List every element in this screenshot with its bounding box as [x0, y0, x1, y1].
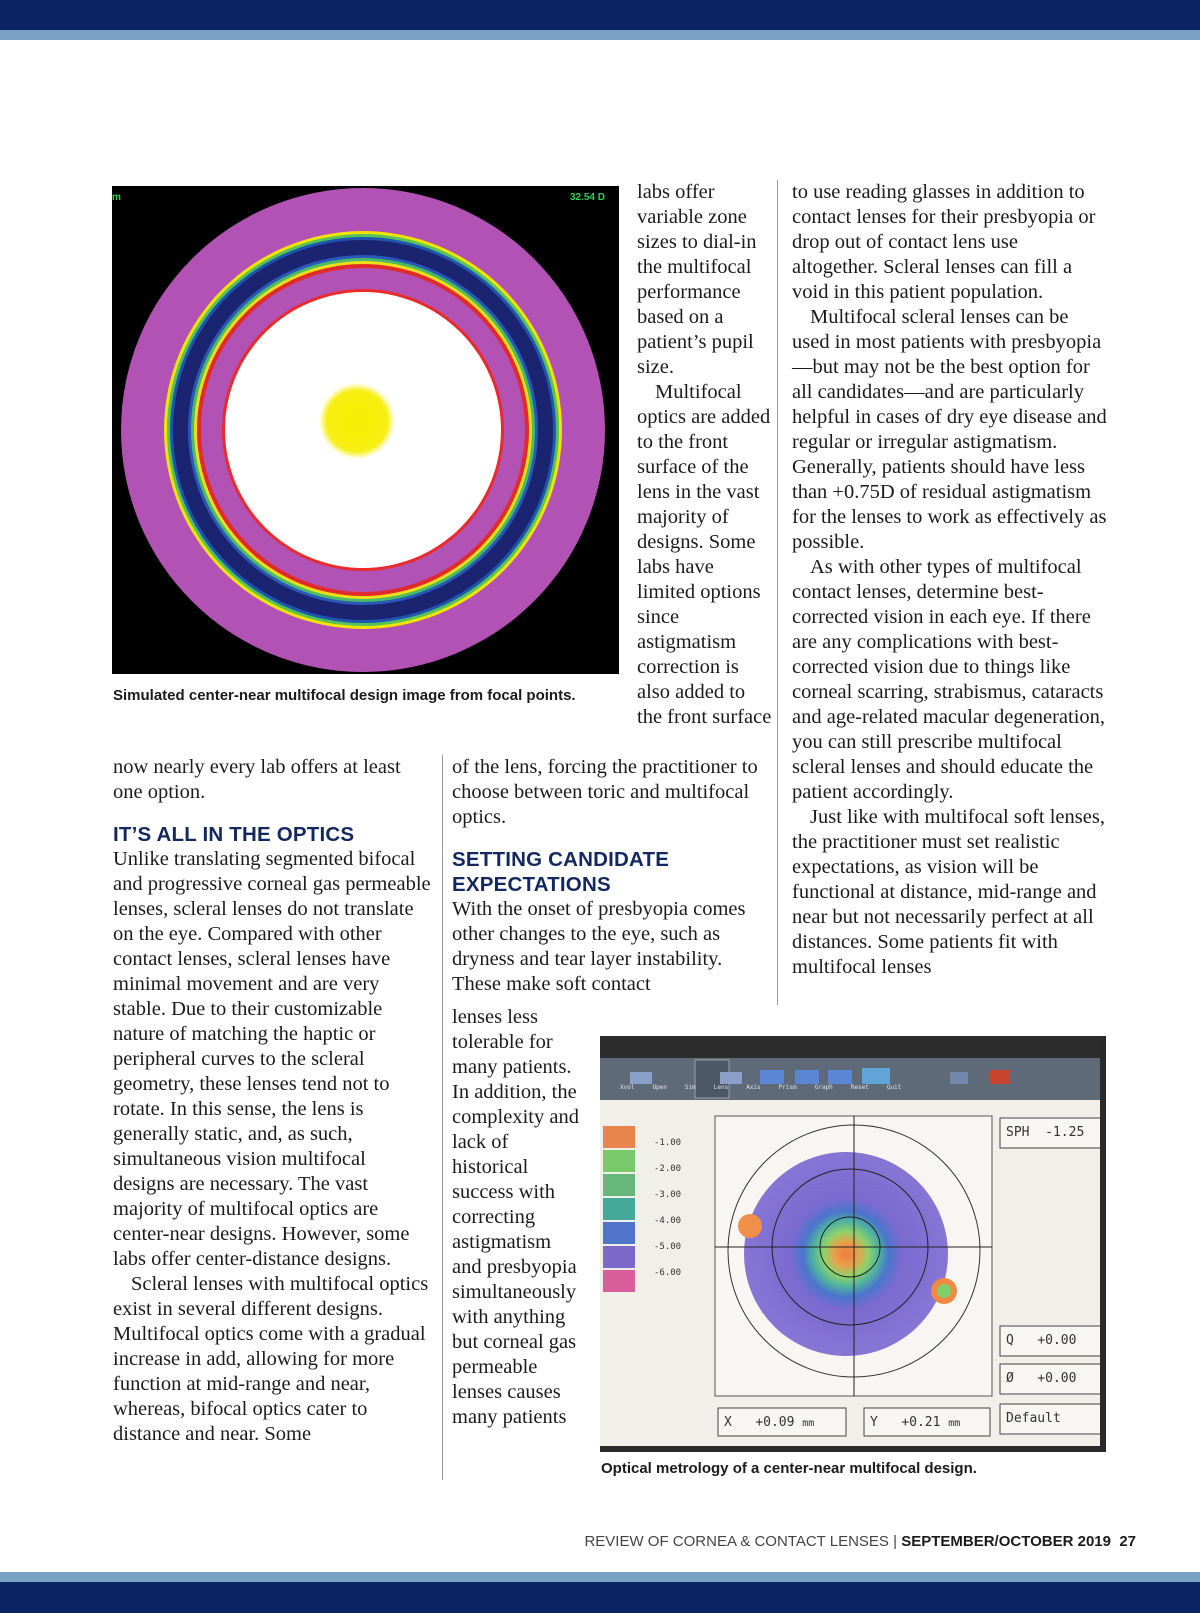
paragraph: now nearly every lab offers at least one option. [113, 756, 401, 803]
paragraph: Multifocal scleral lenses can be used in most patients with presbyopia—but may not be the best option for all candidates—and are particularly helpful in cases of dry eye disease and regular or irregular astigmatism. Generally, patients should have less than +0.75D of residual astigmatism for the lenses to work as effectively as possible. [792, 306, 1107, 553]
scale-label: -2.00 [654, 1164, 682, 1174]
scale-label: -6.00 [654, 1268, 682, 1278]
toolbar-label: Reset [850, 1084, 869, 1091]
paragraph: labs offer variable zone sizes to dial-in the multifocal performance based on a patient’s pupil size. [637, 181, 757, 378]
paragraph: Just like with multifocal soft lenses, the practitioner must set realistic expectations, as vision will be functional at distance, mid-range and near but not necessarily perfect at all distances. Some patients fit with multifocal lenses [792, 806, 1105, 978]
figure-corner-label-left: m [112, 192, 121, 203]
scale-label: -5.00 [654, 1242, 682, 1252]
column-left [113, 755, 431, 1447]
column-rule [442, 755, 443, 1480]
x-value: +0.09 [755, 1415, 795, 1430]
page-footer [584, 1533, 1136, 1550]
q-value: +0.00 [1037, 1333, 1077, 1348]
toolbar-label: Prism [778, 1084, 797, 1091]
x-unit: mm [802, 1418, 815, 1429]
q-label: Q [1006, 1333, 1014, 1348]
section-heading-expectations: SETTING CANDIDATE EXPECTATIONS [452, 848, 670, 896]
toolbar-label: Axis [746, 1084, 761, 1091]
paragraph: to use reading glasses in addition to contact lenses for their presbyopia or drop out of contact lens use altogether. Scleral lenses can fill a void in this patient population. [792, 181, 1096, 303]
toolbar-label: Xvol [620, 1084, 635, 1091]
o-readout [1006, 1371, 1076, 1386]
multifocal-ring-graphic [112, 186, 619, 674]
x-readout [724, 1415, 814, 1430]
sph-readout [1006, 1125, 1084, 1140]
y-value: +0.21 [901, 1415, 941, 1430]
figure-simulated-multifocal [112, 186, 619, 674]
top-navy-band [0, 0, 1200, 30]
preset-label: Default [1006, 1411, 1061, 1426]
toolbar-label: Lens [713, 1084, 729, 1091]
paragraph: lenses less tolerable for many patients. In addition, the complexity and lack of historical success with correcting astigmatism and presbyopia simultaneously with anything but corneal gas permeable lenses causes many patients [452, 1006, 579, 1428]
column-middle-upper [637, 180, 775, 730]
toolbar-label: Open [652, 1084, 667, 1091]
figure-corner-label-right: 32.54 D [569, 192, 605, 203]
o-value: +0.00 [1037, 1371, 1077, 1386]
figure-optical-metrology [600, 1036, 1106, 1452]
bottom-navy-band [0, 1582, 1200, 1613]
x-label: X [724, 1415, 732, 1430]
figure1-caption: Simulated center-near multifocal design image from focal points. [113, 687, 576, 704]
top-light-band [0, 30, 1200, 40]
section-heading-optics: IT’S ALL IN THE OPTICS [113, 823, 355, 846]
scale-label: -1.00 [654, 1138, 682, 1148]
publication-name: REVIEW OF CORNEA & CONTACT LENSES [584, 1533, 889, 1550]
column-rule [777, 180, 778, 1005]
scale-labels [654, 1130, 681, 1286]
q-readout [1006, 1333, 1076, 1348]
column-middle-lower [452, 755, 772, 997]
sph-label: SPH [1006, 1125, 1030, 1140]
y-unit: mm [948, 1418, 961, 1429]
footer-separator: | [893, 1533, 898, 1550]
paragraph: Unlike translating segmented bifocal and progressive corneal gas permeable lenses, scleral lenses do not translate on the eye. Compared with other contact lenses, scleral lenses have minimal movement and are very stable. Due to their customizable nature of matching the haptic or peripheral curves to the scleral geometry, these lenses tend not to rotate. In this sense, the lens is generally static, and, as such, simultaneous vision multifocal designs are necessary. The vast majority of multifocal optics are center-near designs. However, some labs offer center-distance designs. [113, 848, 431, 1270]
column-middle-narrow [452, 1005, 584, 1430]
issue-date: SEPTEMBER/OCTOBER 2019 [901, 1533, 1111, 1550]
column-right [792, 180, 1108, 980]
paragraph: As with other types of multifocal contact lenses, determine best-corrected vision in each eye. If there are any complications with best-corrected vision due to things like corneal scarring, strabismus, cataracts and age-related macular degeneration, you can still prescribe multifocal scleral lenses and should educate the patient accordingly. [792, 556, 1106, 803]
o-label: Ø [1006, 1371, 1014, 1386]
toolbar-labels [620, 1084, 1040, 1091]
page-number: 27 [1119, 1533, 1136, 1550]
sph-value: -1.25 [1045, 1125, 1085, 1140]
scale-label: -3.00 [654, 1190, 682, 1200]
y-readout [870, 1415, 960, 1430]
scale-label: -4.00 [654, 1216, 682, 1226]
paragraph: Scleral lenses with multifocal optics exist in several different designs. Multifocal optics come with a gradual increase in add, allowing for more function at mid-range and near, whereas, bifocal optics cater to distance and near. Some [113, 1273, 429, 1445]
toolbar-label: Quit [886, 1084, 902, 1091]
figure2-caption: Optical metrology of a center-near multifocal design. [601, 1460, 977, 1477]
bottom-light-band [0, 1572, 1200, 1582]
paragraph: of the lens, forcing the practitioner to choose between toric and multifocal optics. [452, 756, 758, 828]
toolbar-label: Graph [814, 1084, 833, 1091]
y-label: Y [870, 1415, 878, 1430]
paragraph: With the onset of presbyopia comes other changes to the eye, such as dryness and tear layer instability. These make soft contact [452, 898, 746, 995]
yellow-focal-spot [319, 383, 395, 459]
toolbar-label: Sim [684, 1084, 696, 1091]
paragraph: Multifocal optics are added to the front surface of the lens in the vast majority of designs. Some labs have limited options since astigmatism correction is also added to the front surface [637, 381, 772, 728]
